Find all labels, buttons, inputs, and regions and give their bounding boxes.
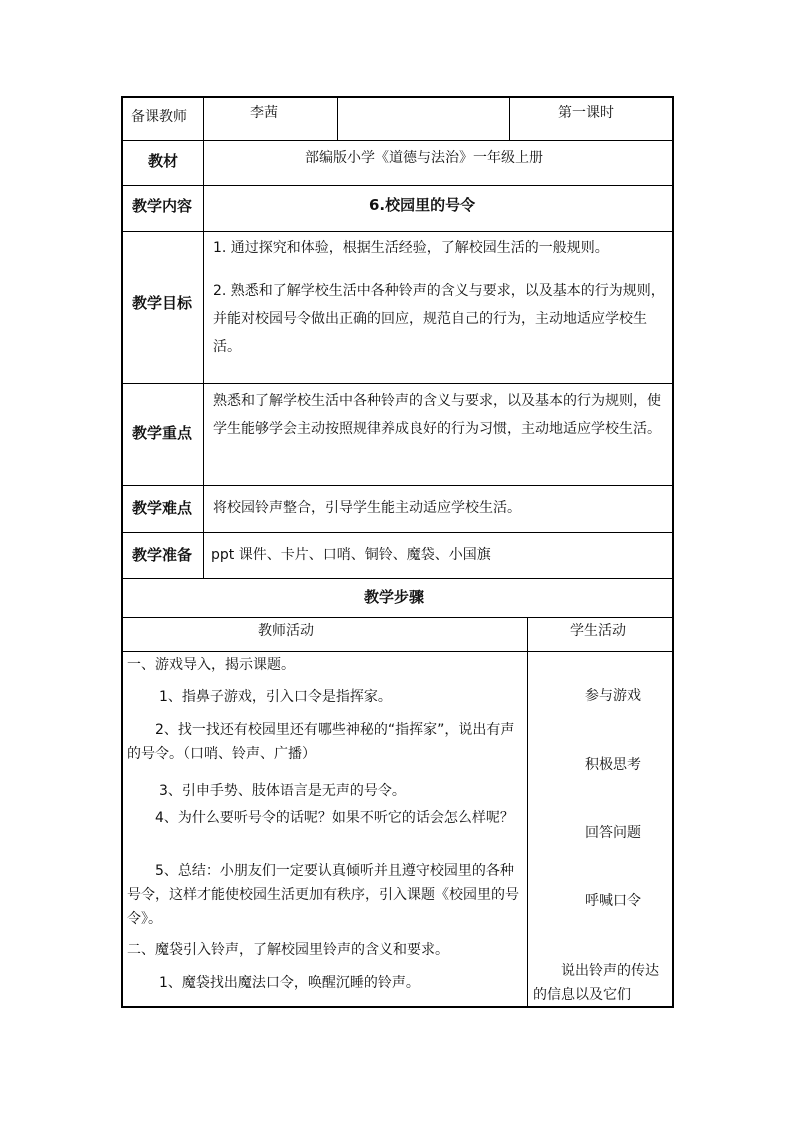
teacher-name: 李茜 [250, 105, 278, 121]
teacher-item-1: 1、指鼻子游戏，引入口令是指挥家。 [159, 689, 392, 705]
difficult-value: 将校园铃声整合，引导学生能主动适应学校生活。 [213, 500, 521, 516]
student-item-1: 参与游戏 [585, 688, 641, 704]
teacher-activity-header: 教师活动 [258, 623, 314, 639]
row-divider-columns [121, 651, 674, 652]
key-value: 熟悉和了解学校生活中各种铃声的含义与要求，以及基本的行为规则，使学生能够学会主动按照规律养成良好的行为习惯，主动地适应学校生活。 [213, 393, 661, 437]
teacher-item-3: 3、引申手势、肢体语言是无声的号令。 [159, 783, 406, 799]
teacher-section-2: 二、魔袋引入铃声，了解校园里铃声的含义和要求。 [127, 942, 449, 958]
header-separator-2 [509, 96, 510, 140]
goal-item-2: 2. 熟悉和了解学校生活中各种铃声的含义与要求，以及基本的行为规则，并能对校园号令做出正确的回应，规范自己的行为，主动地适应学校生活。 [213, 283, 665, 355]
content-value: 6.校园里的号令 [369, 196, 476, 214]
lesson-plan-table [121, 96, 674, 1008]
teacher-label: 备课教师 [131, 109, 187, 125]
teacher-item-4: 4、为什么要听号令的话呢？如果不听它的话会怎么样呢？ [155, 810, 514, 826]
student-item-2: 积极思考 [585, 757, 641, 773]
difficult-label: 教学难点 [132, 499, 193, 517]
table-right-border [672, 96, 674, 1008]
teacher-item-2: 2、找一找还有校园里还有哪些神秘的“指挥家”，说出有声的号令。（口哨、铃声、广播） [127, 722, 515, 762]
goals-label: 教学目标 [132, 294, 193, 312]
student-item-5: 说出铃声的传达的信息以及它们 [533, 963, 659, 1003]
prep-label: 教学准备 [132, 546, 193, 564]
teacher-section-1: 一、游戏导入，揭示课题。 [127, 657, 295, 673]
table-left-border [121, 96, 123, 1008]
textbook-value: 部编版小学《道德与法治》一年级上册 [305, 150, 543, 166]
steps-title: 教学步骤 [364, 588, 425, 606]
header-separator-1 [337, 96, 338, 140]
prep-value: ppt 课件、卡片、口哨、铜铃、魔袋、小国旗 [211, 547, 491, 563]
student-item-4: 呼喊口令 [585, 893, 641, 909]
content-label: 教学内容 [132, 197, 193, 215]
goal-item-1: 1. 通过探究和体验，根据生活经验，了解校园生活的一般规则。 [213, 240, 609, 256]
steps-column-separator [527, 617, 528, 1008]
row-divider-prep [121, 578, 674, 579]
teacher-item-6: 1、魔袋找出魔法口令，唤醒沉睡的铃声。 [159, 975, 420, 991]
key-label: 教学重点 [132, 424, 193, 442]
student-activity-header: 学生活动 [570, 623, 626, 639]
teacher-item-5: 5、总结：小朋友们一定要认真倾听并且遵守校园里的各种号令，这样才能使校园生活更加有秩序，引入课题《校园里的号令》。 [127, 863, 519, 927]
textbook-label: 教材 [148, 152, 179, 170]
student-item-3: 回答问题 [585, 825, 641, 841]
lesson-time: 第一课时 [558, 105, 614, 121]
label-column-separator [203, 96, 204, 578]
row-divider-steps-title [121, 617, 674, 618]
